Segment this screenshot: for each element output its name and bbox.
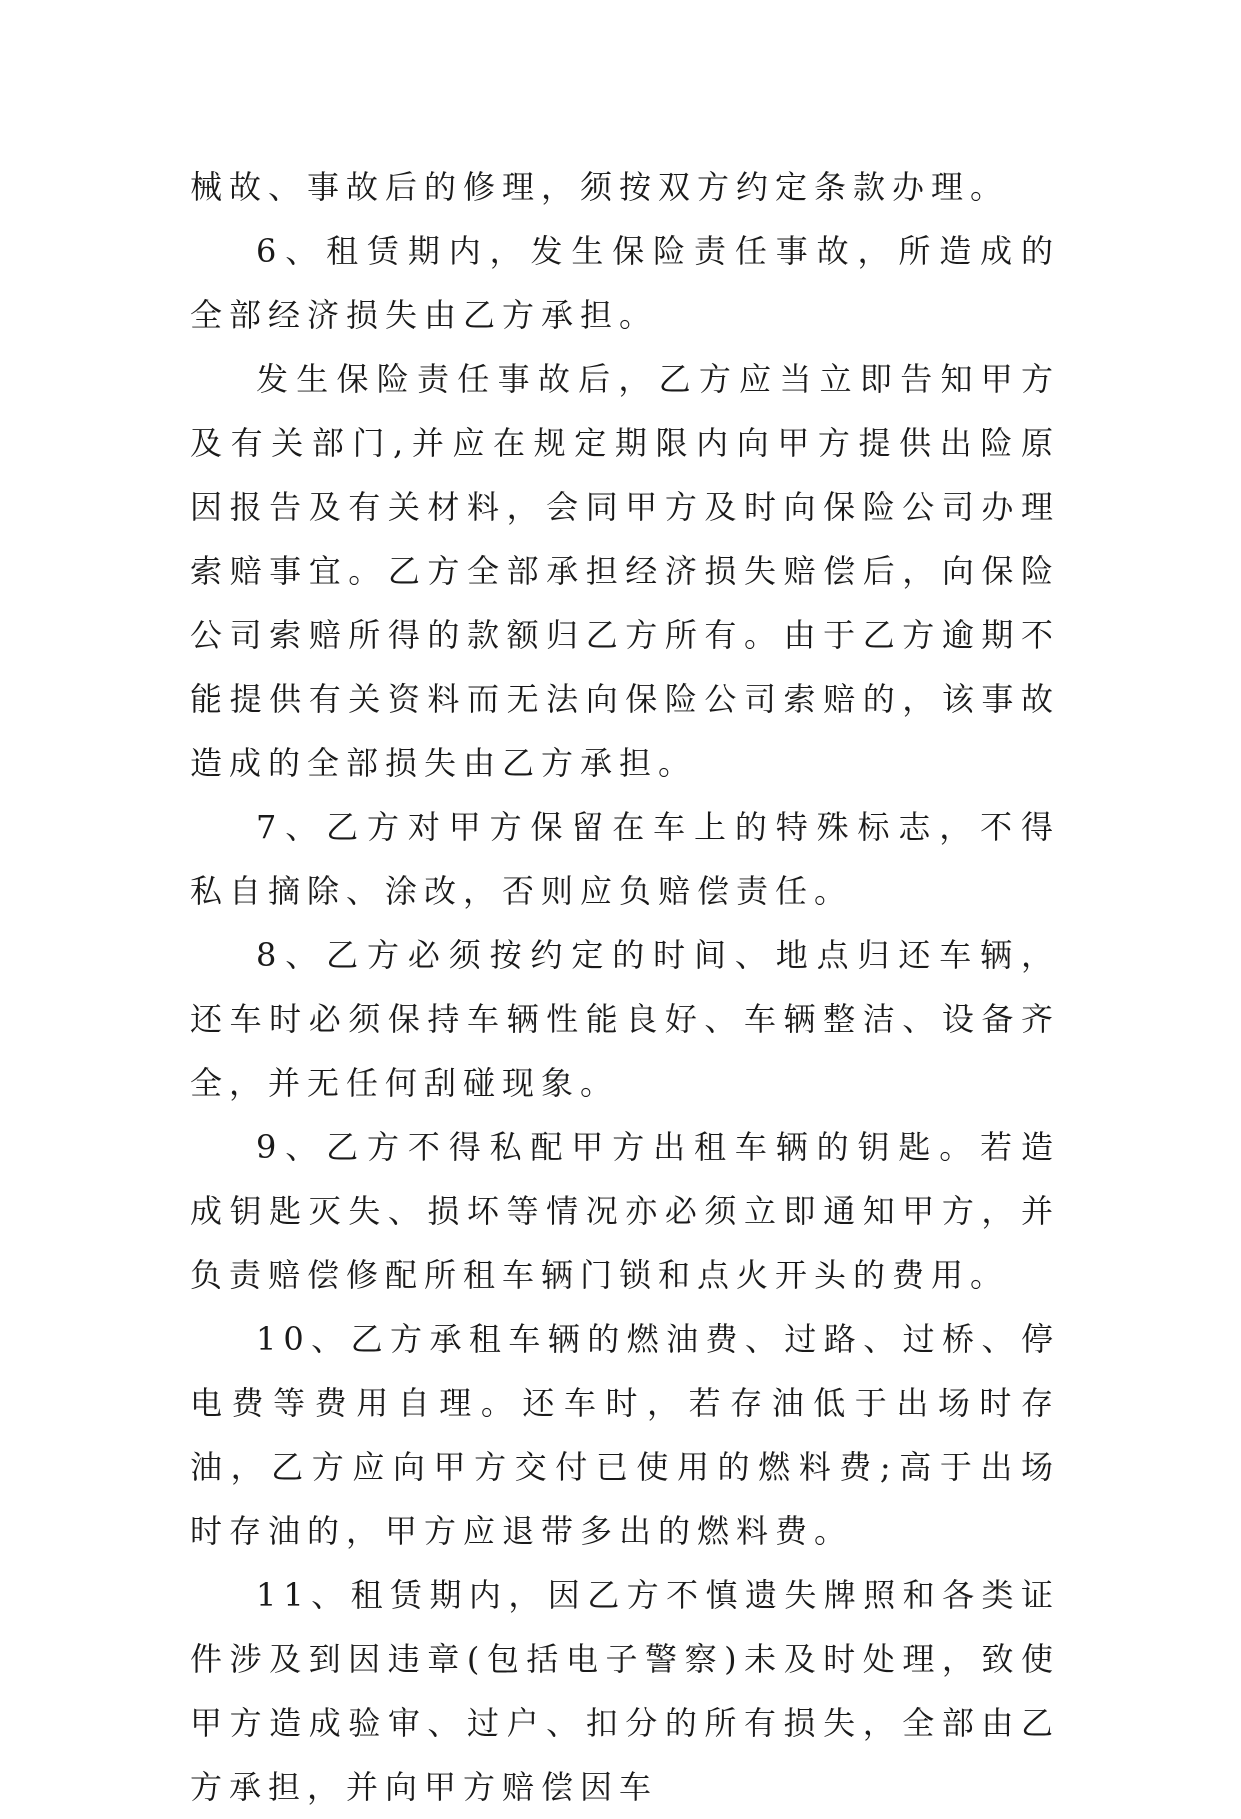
- paragraph-clause-8: 8、乙方必须按约定的时间、地点归还车辆，还车时必须保持车辆性能良好、车辆整洁、设备齐全，并无任何刮碰现象。: [190, 936, 1060, 1102]
- document-body: [190, 155, 1060, 1819]
- paragraph-clause-6-detail: 发生保险责任事故后，乙方应当立即告知甲方及有关部门,并应在规定期限内向甲方提供出险原因报告及有关材料，会同甲方及时向保险公司办理索赔事宜。乙方全部承担经济损失赔偿后，向保险公司索赔所得的款额归乙方所有。由于乙方逾期不能提供有关资料而无法向保险公司索赔的，该事故造成的全部损失由乙方承担。: [190, 360, 1060, 782]
- paragraph-clause-6: 6、租赁期内，发生保险责任事故，所造成的全部经济损失由乙方承担。: [190, 232, 1060, 334]
- paragraph-clause-10: 10、乙方承租车辆的燃油费、过路、过桥、停电费等费用自理。还车时，若存油低于出场时存油，乙方应向甲方交付已使用的燃料费;高于出场时存油的，甲方应退带多出的燃料费。: [190, 1320, 1060, 1550]
- paragraph-clause-11: 11、租赁期内，因乙方不慎遗失牌照和各类证件涉及到因违章(包括电子警察)未及时处理，致使甲方造成验审、过户、扣分的所有损失，全部由乙方承担，并向甲方赔偿因车: [190, 1576, 1060, 1806]
- paragraph-clause-7: 7、乙方对甲方保留在车上的特殊标志，不得私自摘除、涂改，否则应负赔偿责任。: [190, 808, 1060, 910]
- paragraph-clause-9: 9、乙方不得私配甲方出租车辆的钥匙。若造成钥匙灭失、损坏等情况亦必须立即通知甲方，并负责赔偿修配所租车辆门锁和点火开头的费用。: [190, 1128, 1060, 1294]
- paragraph-continuation: 械故、事故后的修理，须按双方约定条款办理。: [190, 168, 1010, 206]
